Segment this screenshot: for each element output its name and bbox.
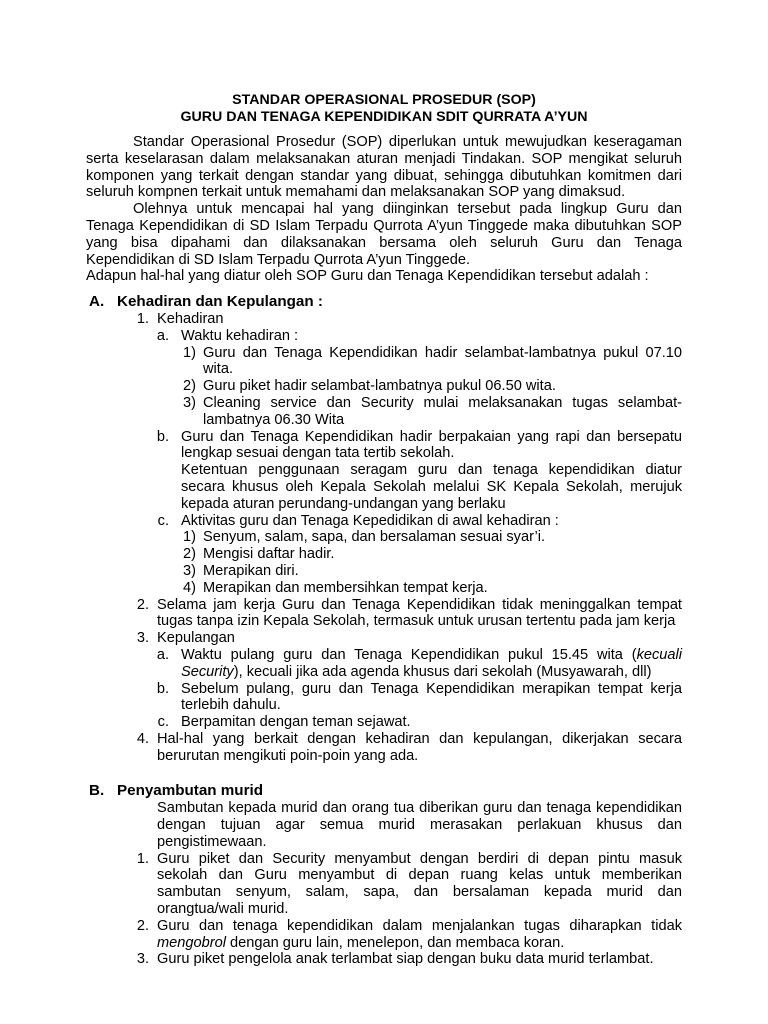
list-item: 2. Guru dan tenaga kependidikan dalam menjalankan tugas diharapkan tidak mengobrol dengan guru lain, menelepon, dan membaca koran. <box>136 917 682 951</box>
list-item: 3. Guru piket pengelola anak terlambat siap dengan buku data murid terlambat. <box>136 951 654 968</box>
list-item: 3) Cleaning service dan Security mulai melaksanakan tugas selambat-lambatnya 06.30 Wita <box>183 394 682 428</box>
list-item: 1. Kehadiran <box>136 310 224 327</box>
intro-paragraph-2: Olehnya untuk mencapai hal yang diinginkan tersebut pada lingkup Guru dan Tenaga Kependidikan di SD Islam Terpadu Qurrota A’yun Tinggede maka dibutuhkan SOP yang bisa dipahami dan dilaksanakan bersama oleh seluruh Guru dan Tenaga Kependidikan di SD Islam Terpadu Qurrota A’yun Tinggede. <box>86 201 682 268</box>
section-b-heading <box>86 783 682 800</box>
list-item: b. Sebelum pulang, guru dan Tenaga Kependidikan merapikan tempat kerja terlebih dahulu. <box>156 680 682 714</box>
list-item: a. Waktu kehadiran : <box>156 327 299 344</box>
document-body <box>86 134 682 968</box>
document-title: STANDAR OPERASIONAL PROSEDUR (SOP) <box>232 92 536 108</box>
section-b-title: Penyambutan murid <box>117 782 263 800</box>
list-item: 2. Selama jam kerja Guru dan Tenaga Kependidikan tidak meninggalkan tempat tugas tanpa izin Kepala Sekolah, termasuk untuk urusan tertentu pada jam kerja <box>136 596 682 630</box>
list-item: b. Guru dan Tenaga Kependidikan hadir berpakaian yang rapi dan bersepatu lengkap sesuai dengan tata tertib sekolah. <box>156 428 682 462</box>
list-item: 2) Guru piket hadir selambat-lambatnya pukul 06.50 wita. <box>183 378 556 395</box>
list-item: a. Waktu pulang guru dan Tenaga Kependidikan pukul 15.45 wita (kecuali Security), kecuali jika ada agenda khusus dari sekolah (Musyawarah, dll) <box>156 646 682 680</box>
list-item: 4. Hal-hal yang berkait dengan kehadiran dan kepulangan, dikerjakan secara berurutan mengikuti poin-poin yang ada. <box>136 730 682 764</box>
uniform-note: Ketentuan penggunaan seragam guru dan tenaga kependidikan diatur secara khusus oleh Kepala Sekolah melalui SK Kepala Sekolah, merujuk kepada aturan perundang-undangan yang berlaku <box>181 462 682 512</box>
list-item: c. Berpamitan dengan teman sejawat. <box>157 714 411 731</box>
list-item: 4) Merapikan dan membersihkan tempat kerja. <box>183 579 488 596</box>
intro-paragraph-3: Adapun hal-hal yang diatur oleh SOP Guru dan Tenaga Kependidikan tersebut adalah : <box>86 268 649 285</box>
document-subtitle: GURU DAN TENAGA KEPENDIDIKAN SDIT QURRATA A’YUN <box>180 108 588 125</box>
list-item: 3. Kepulangan <box>136 630 235 647</box>
list-item: c. Aktivitas guru dan Tenaga Kepedidikan di awal kehadiran : <box>157 512 559 529</box>
section-b-intro: Sambutan kepada murid dan orang tua diberikan guru dan tenaga kependidikan dengan tujuan agar semua murid merasakan perlakuan khusus dan pengistimewaan. <box>157 800 682 850</box>
section-a-title: Kehadiran dan Kepulangan : <box>117 293 323 311</box>
list-item: 1) Guru dan Tenaga Kependidikan hadir selambat-lambatnya pukul 07.10 wita. <box>183 344 682 378</box>
section-a-letter: A. <box>89 293 105 311</box>
intro-paragraph-1: Standar Operasional Prosedur (SOP) diperlukan untuk mewujudkan keseragaman serta keselarasan dalam melaksanakan aturan menjadi Tindakan. SOP mengikat seluruh komponen yang terkait dengan standar yang dibuat, sehingga dibutuhkan komitmen dari seluruh kompnen terkait untuk memahami dan melaksanakan SOP yang dimaksud. <box>86 134 682 201</box>
list-item: 3) Merapikan diri. <box>183 562 299 579</box>
list-item: 1. Guru piket dan Security menyambut dengan berdiri di depan pintu masuk sekolah dan Guru menyambut di depan ruang kelas untuk memberikan sambutan senyum, salam, sapa, dan bersalaman kepada murid dan orangtua/wali murid. <box>136 850 682 918</box>
section-a-heading <box>86 294 682 311</box>
list-item: 1) Senyum, salam, sapa, dan bersalaman sesuai syar’i. <box>183 529 546 546</box>
list-item: 2) Mengisi daftar hadir. <box>183 546 335 563</box>
section-b-letter: B. <box>89 782 105 800</box>
